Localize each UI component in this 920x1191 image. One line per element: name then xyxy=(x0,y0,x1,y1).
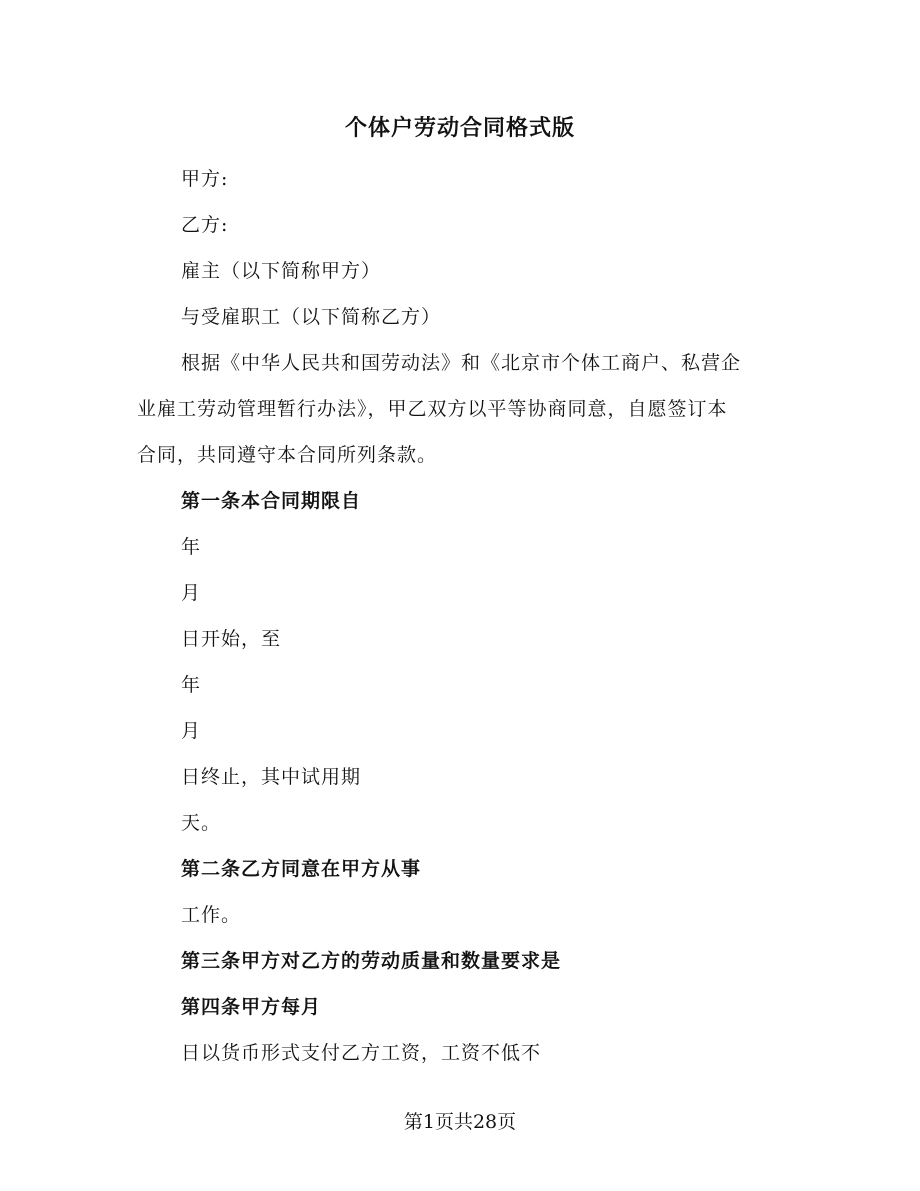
party-a-line: 甲方: xyxy=(181,168,229,190)
article-2-heading: 第二条乙方同意在甲方从事 xyxy=(181,858,422,880)
employee-line: 与受雇职工（以下简称乙方） xyxy=(181,306,442,328)
article-1-heading: 第一条本合同期限自 xyxy=(181,490,362,512)
article-1-day-start: 日开始，至 xyxy=(181,628,282,650)
employer-line: 雇主（以下简称甲方） xyxy=(181,260,382,282)
article-4-wage-line: 日以货币形式支付乙方工资，工资不低不 xyxy=(181,1042,542,1064)
article-1-month-end: 月 xyxy=(181,720,202,742)
article-1-probation-days: 天。 xyxy=(181,812,222,834)
article-1-year-start: 年 xyxy=(181,536,202,558)
preamble-line-1: 根据《中华人民共和国劳动法》和《北京市个体工商户、私营企 xyxy=(181,352,742,374)
article-2-work: 工作。 xyxy=(181,904,242,926)
preamble-line-2: 业雇工劳动管理暂行办法》，甲乙双方以平等协商同意，自愿签订本 xyxy=(137,398,728,420)
article-1-year-end: 年 xyxy=(181,674,202,696)
article-1-day-end: 日终止，其中试用期 xyxy=(181,766,362,788)
page-number: 第1页共28页 xyxy=(403,1111,517,1133)
article-3-heading: 第三条甲方对乙方的劳动质量和数量要求是 xyxy=(181,950,562,972)
article-4-heading: 第四条甲方每月 xyxy=(181,996,322,1018)
document-title: 个体户劳动合同格式版 xyxy=(344,115,575,141)
preamble-line-3: 合同，共同遵守本合同所列条款。 xyxy=(137,444,438,466)
party-b-line: 乙方: xyxy=(181,214,229,236)
article-1-month-start: 月 xyxy=(181,582,202,604)
